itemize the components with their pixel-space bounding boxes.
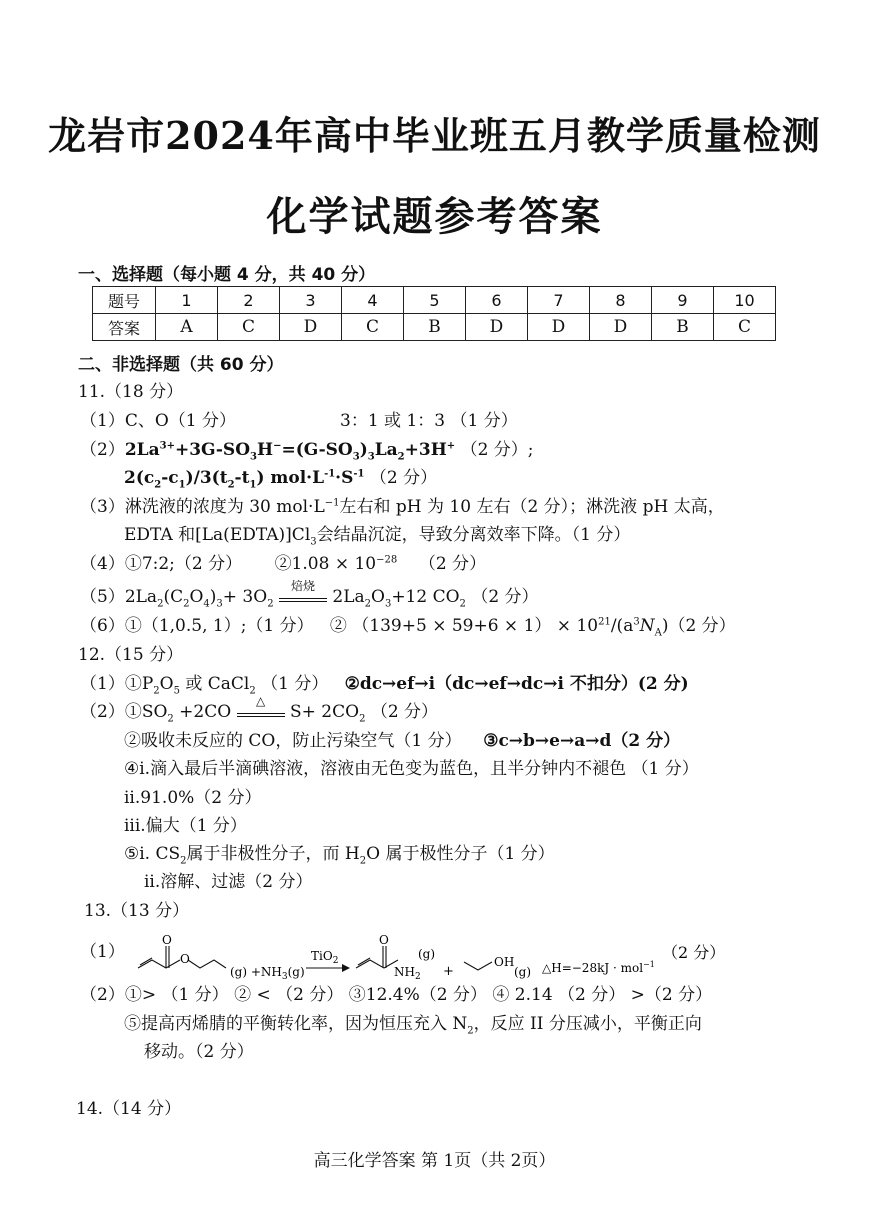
- page-footer: 高三化学答案 第 1页（共 2页）: [313, 1151, 556, 1171]
- catalyst-label: TiO$_2$: [311, 949, 339, 966]
- q11-part5-equation: $(5)2La_2(C_2O_4)_3+ 3O_2$ 焙烧 $2La_2O_3+12$ $CO_2$ （2 分）: [80, 579, 539, 610]
- q12-step5i: ⑤i. $CS_2$属于非极性分子，而 $H_2O$ 属于极性分子（1 分）: [124, 844, 555, 867]
- carbonyl-oxygen-label: O: [162, 933, 172, 947]
- roasting-condition-sign: 焙烧: [279, 588, 327, 602]
- question-number-cell: 8: [590, 287, 652, 314]
- heating-condition-sign: △: [237, 703, 285, 717]
- question-number-cell: 10: [714, 287, 776, 314]
- enthalpy-score: （2 分）: [662, 943, 726, 962]
- question-number-cell: 9: [652, 287, 714, 314]
- answer-cell: C: [714, 314, 776, 341]
- q12-step4iii: iii.偏大（1 分）: [124, 816, 247, 836]
- answer-table-answer-row: [93, 314, 776, 341]
- amide-oxygen-label: O: [379, 933, 389, 947]
- page-subtitle: 化学试题参考答案: [266, 193, 603, 240]
- q12-part2-equation: $(2)①SO_2 +2CO$ △ $S+ 2CO_2$ （2 分）: [80, 694, 439, 725]
- question-number-cell: 5: [404, 287, 466, 314]
- question-number-cell: 3: [280, 287, 342, 314]
- amide-phase-label: (g): [418, 947, 436, 961]
- page-title: 龙岩市2024年高中毕业班五月教学质量检测: [48, 113, 821, 158]
- q11-part4: （4）①7:2;（2 分） ②1.08 × $10^{-28}$ （2 分）: [80, 554, 487, 574]
- answer-cell: A: [156, 314, 218, 341]
- answer-cell: C: [342, 314, 404, 341]
- answer-cell: B: [404, 314, 466, 341]
- ethanol-structure: [464, 962, 492, 970]
- reactant-phase-label: $(g) +NH_3(g)$: [230, 965, 305, 982]
- q11-part2-rate: $2(c_2-c_1)/3(t_2-t_1)$ $mol\cdot L^{-1}\cdot S^{-1}$ （2 分）: [124, 468, 438, 491]
- ester-oxygen-label: O: [180, 952, 190, 966]
- acrylamide-structure: [356, 946, 398, 968]
- q13-part5-line2: 移动。（2 分）: [144, 1042, 254, 1062]
- answer-cell: D: [466, 314, 528, 341]
- question-number-cell: 1: [156, 287, 218, 314]
- q11-part1-answer: （1）C、O（1 分）: [80, 411, 236, 431]
- q11-heading: 11.（18 分）: [78, 382, 184, 402]
- q13-part5-line1: ⑤提高丙烯腈的平衡转化率，因为恒压充入 $N_2$，反应 II 分压减小，平衡正向: [124, 1014, 702, 1037]
- question-number-cell: 6: [466, 287, 528, 314]
- answer-cell: D: [528, 314, 590, 341]
- q13-heading: 13.（13 分）: [84, 901, 190, 921]
- section2-heading: 二、非选择题（共 60 分）: [78, 355, 284, 375]
- question-number-cell: 4: [342, 287, 404, 314]
- q11-part2-equation: $(2)2La^{3+}+3G-SO_3H^-=(G-SO_3)_3La_2+3H^+$ （2 分）;: [80, 440, 534, 463]
- q12-step2: ②吸收未反应的 CO，防止污染空气（1 分） ③c→b→e→a→d（2 分）: [124, 731, 681, 751]
- enthalpy-label: △H=−28kJ · mol$^{-1}$: [542, 960, 655, 975]
- section1-heading: 一、选择题（每小题 4 分，共 40 分）: [78, 265, 376, 285]
- answer-cell: B: [652, 314, 714, 341]
- answer-cell: C: [218, 314, 280, 341]
- q12-step4ii: ii.91.0%（2 分）: [124, 788, 262, 808]
- q11-part1-ratio: 3：1 或 1：3 （1 分）: [340, 411, 518, 431]
- q12-step5ii: ii.溶解、过滤（2 分）: [144, 872, 313, 892]
- ethanol-phase-label: (g): [514, 965, 532, 979]
- row-header-number: 题号: [93, 287, 156, 314]
- answer-table-number-row: [93, 287, 776, 314]
- q13-part1-label: （1）: [80, 942, 125, 962]
- question-number-cell: 2: [218, 287, 280, 314]
- hydroxyl-label: OH: [494, 955, 515, 969]
- q13-reaction-equation: [130, 928, 830, 986]
- q12-step4i: ④i.滴入最后半滴碘溶液，溶液由无色变为蓝色，且半分钟内不褪色 （1 分）: [124, 759, 699, 779]
- row-header-answer: 答案: [93, 314, 156, 341]
- q11-part3-line2: EDTA 和$[La(EDTA)]Cl_3$会结晶沉淀，导致分离效率下降。（1 分）: [124, 525, 631, 548]
- amide-nh2-label: $NH_2$: [394, 965, 421, 982]
- q13-part2: （2）①> （1 分） ② < （2 分） ③12.4%（2 分） ④ 2.14 （2 分） >（2 分）: [80, 985, 713, 1005]
- reaction-arrow: [306, 964, 350, 972]
- q12-heading: 12.（15 分）: [78, 645, 184, 665]
- answer-cell: D: [590, 314, 652, 341]
- q12-part1: $(1)①P_2O_5$ 或 CaCl$_2$ （1 分） ②dc→ef→i（dc→ef→dc→i 不扣分）(2 分): [80, 674, 689, 697]
- answer-cell: D: [280, 314, 342, 341]
- question-number-cell: 7: [528, 287, 590, 314]
- q11-part3-line1: （3）淋洗液的浓度为 30 $mol\cdot L^{-1}$左右和 pH 为 10 左右（2 分）；淋洗液 pH 太高，: [80, 497, 725, 517]
- q14-heading: 14.（14 分）: [76, 1099, 182, 1119]
- answer-table: [92, 286, 776, 341]
- plus-sign: +: [443, 964, 454, 979]
- q11-part6: （6）①（1,0.5, 1）;（1 分） ② $(139+5 \times 59+6 \times 1) \times 10^{21}/(a^3N_A)(2$ 分）: [80, 616, 736, 639]
